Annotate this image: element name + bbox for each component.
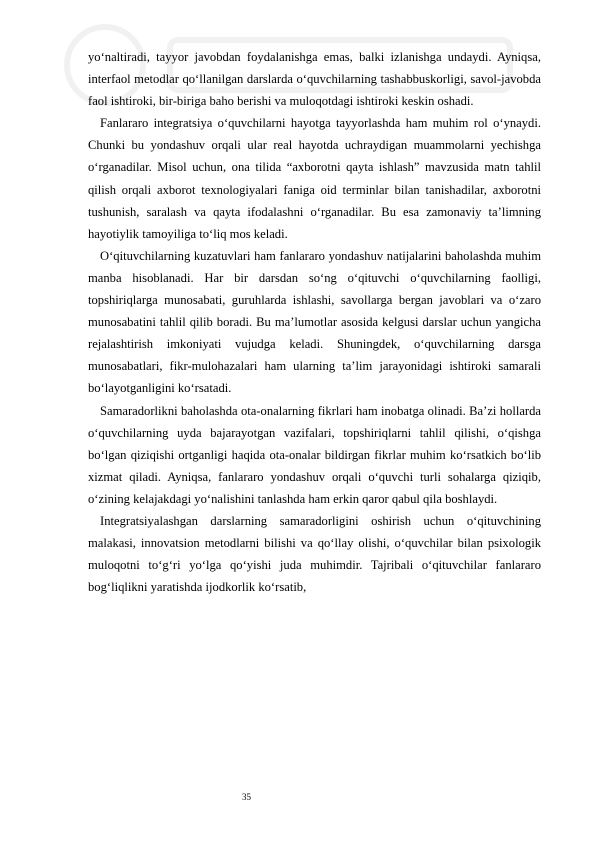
- body-text: [88, 46, 541, 598]
- paragraph-5: Integratsiyalashgan darslarning samaradorligini oshirish uchun o‘qituvchining malakasi, innovatsion metodlarni bilishi va qo‘llay olishi, o‘quvchilar bilan psixologik muloqotni to‘g‘ri yo‘lga qo‘yishi juda muhimdir. Tajribali o‘qituvchilar fanlararo bog‘liqlikni yaratishda ijodkorlik ko‘rsatib,: [88, 513, 541, 595]
- page-number: 35: [242, 792, 251, 802]
- paragraph-4: Samaradorlikni baholashda ota-onalarning fikrlari ham inobatga olinadi. Ba’zi hollarda o‘quvchilarning uyda bajarayotgan vazifalari, topshiriqlarni tahlil qilishi, o‘qishga bo‘lgan qiziqishi ortganligi haqida ota-onalar bildirgan fikrlar muhim ko‘rsatkich bo‘lib xizmat qiladi. Ayniqsa, fanlararo yondashuv orqali o‘quvchi turli sohalarga qiziqib, o‘zining kelajakdagi yo‘nalishini tanlashda ham erkin qaror qabul qila boshlaydi.: [88, 403, 541, 506]
- paragraph-2: Fanlararo integratsiya o‘quvchilarni hayotga tayyorlashda ham muhim rol o‘ynaydi. Chunki bu yondashuv orqali ular real hayotda uchraydigan muammolarni yechishga o‘rganadilar. Misol uchun, ona tilida “axborotni qayta ishlash” mavzusida matn tahlil qilish orqali axborot texnologiyalari faniga oid terminlar bilan tanishadilar, axborotni tushunish, saralash va qayta ifodalashni o‘rganadilar. Bu esa zamonaviy ta’limning hayotiylik tamoyiliga to‘liq mos keladi.: [88, 116, 541, 241]
- paragraph-1: yo‘naltiradi, tayyor javobdan foydalanishga emas, balki izlanishga undaydi. Ayniqsa, interfaol metodlar qo‘llanilgan darslarda o‘quvchilarning tashabbuskorligi, savol-javobda faol ishtiroki, bir-biriga baho berishi va muloqotdagi ishtiroki keskin oshadi.: [88, 50, 541, 109]
- paragraph-3: O‘qituvchilarning kuzatuvlari ham fanlararo yondashuv natijalarini baholashda muhim manba hisoblanadi. Har bir darsdan so‘ng o‘qituvchi o‘quvchilarning faolligi, topshiriqlarga munosabati, guruhlarda ishlashi, savollarga bergan javoblari va o‘zaro munosabatini tahlil qilib boradi. Bu ma’lumotlar asosida kelgusi darslar uchun yangicha rejalashtirish imkoniyati vujudga keladi. Shuningdek, o‘quvchilarning darsga munosabatlari, fikr-mulohazalari ham ularning ta’lim jarayonidagi ishtiroki samarali bo‘layotganligini ko‘rsatadi.: [88, 248, 541, 396]
